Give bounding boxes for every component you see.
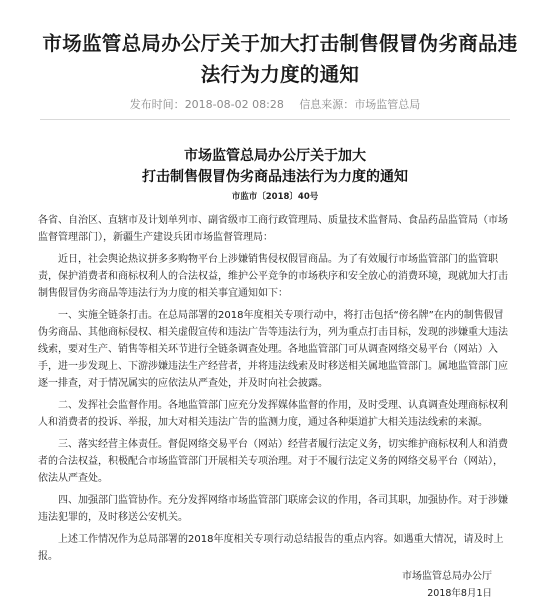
publish-time: 2018-08-02 08:28 [184, 98, 284, 111]
document-paragraph: 二、发挥社会监督作用。各地监管部门应充分发挥媒体监督的作用，及时受理、认真调查处理商标权利人和消费者的投诉、举报，加大对相关违法广告的监测力度，通过各种渠道扩大相关违法线索的来源。 [38, 400, 508, 428]
publish-time-label: 发布时间： [129, 98, 185, 111]
document-title-line-2: 打击制售假冒伪劣商品违法行为力度的通知 [142, 169, 408, 185]
document-title [60, 146, 490, 188]
article-meta [0, 96, 550, 112]
article-headline: 市场监管总局办公厅关于加大打击制售假冒伪劣商品违法行为力度的通知 [42, 32, 518, 86]
source-label: 信息来源： [299, 98, 355, 111]
publish-time-info [130, 98, 284, 111]
document-paragraph: 上述工作情况作为总局部署的2018年度相关专项行动总结报告的重点内容。如遇重大情况，请及时上报。 [38, 534, 504, 562]
document-number: 市监市〔2018〕40号 [231, 192, 319, 202]
document-issuer: 市场监管总局办公厅 [402, 571, 492, 582]
document-paragraph: 三、落实经营主体责任。督促网络交易平台（网站）经营者履行法定义务，切实维护商标权利人和消费者的合法权益，积极配合市场监管部门开展相关专项治理。对于不履行法定义务的网络交易平台（网站），依法从严查处。 [38, 439, 508, 484]
document-body [38, 212, 512, 570]
header-divider [40, 119, 510, 120]
document-paragraph: 四、加强部门监管协作。充分发挥网络市场监管部门联席会议的作用，各司其职，加强协作。对于涉嫌违法犯罪的，及时移送公安机关。 [38, 495, 508, 523]
document-paragraph: 近日，社会舆论热议拼多多购物平台上涉嫌销售侵权假冒商品。为了有效履行市场监管部门的监管职责，保护消费者和商标权利人的合法权益，维护公平竞争的市场秩序和安全放心的消费环境，现就加大打击制售假冒伪劣商品等违法行为力度的相关事宜通知如下： [38, 254, 508, 299]
document-paragraph: 一、实施全链条打击。在总局部署的2018年度相关专项行动中，将打击包括“傍名牌”在内的制售假冒伪劣商品、其他商标侵权、相关虚假宣传和违法广告等违法行为，列为重点打击目标，发现的涉嫌重大违法线索，要对生产、销售等相关环节进行全链条调查处理。各地监管部门可从调查网络交易平台（网站）入手，进一步发现上、下游涉嫌违法生产经营者，并将违法线索及时移送相关属地监管部门。属地监管部门应逐一排查，对于情况属实的应依法从严查处，并及时向社会披露。 [38, 310, 508, 389]
document-salutation: 各省、自治区、直辖市及计划单列市、副省级市工商行政管理局、质量技术监督局、食品药品监管局（市场监督管理部门），新疆生产建设兵团市场监督管理局： [38, 215, 508, 243]
document-title-line-1: 市场监管总局办公厅关于加大 [184, 148, 366, 164]
document-date: 2018年8月1日 [427, 588, 492, 599]
source-name: 市场监管总局 [354, 98, 421, 111]
source-info [299, 98, 420, 111]
